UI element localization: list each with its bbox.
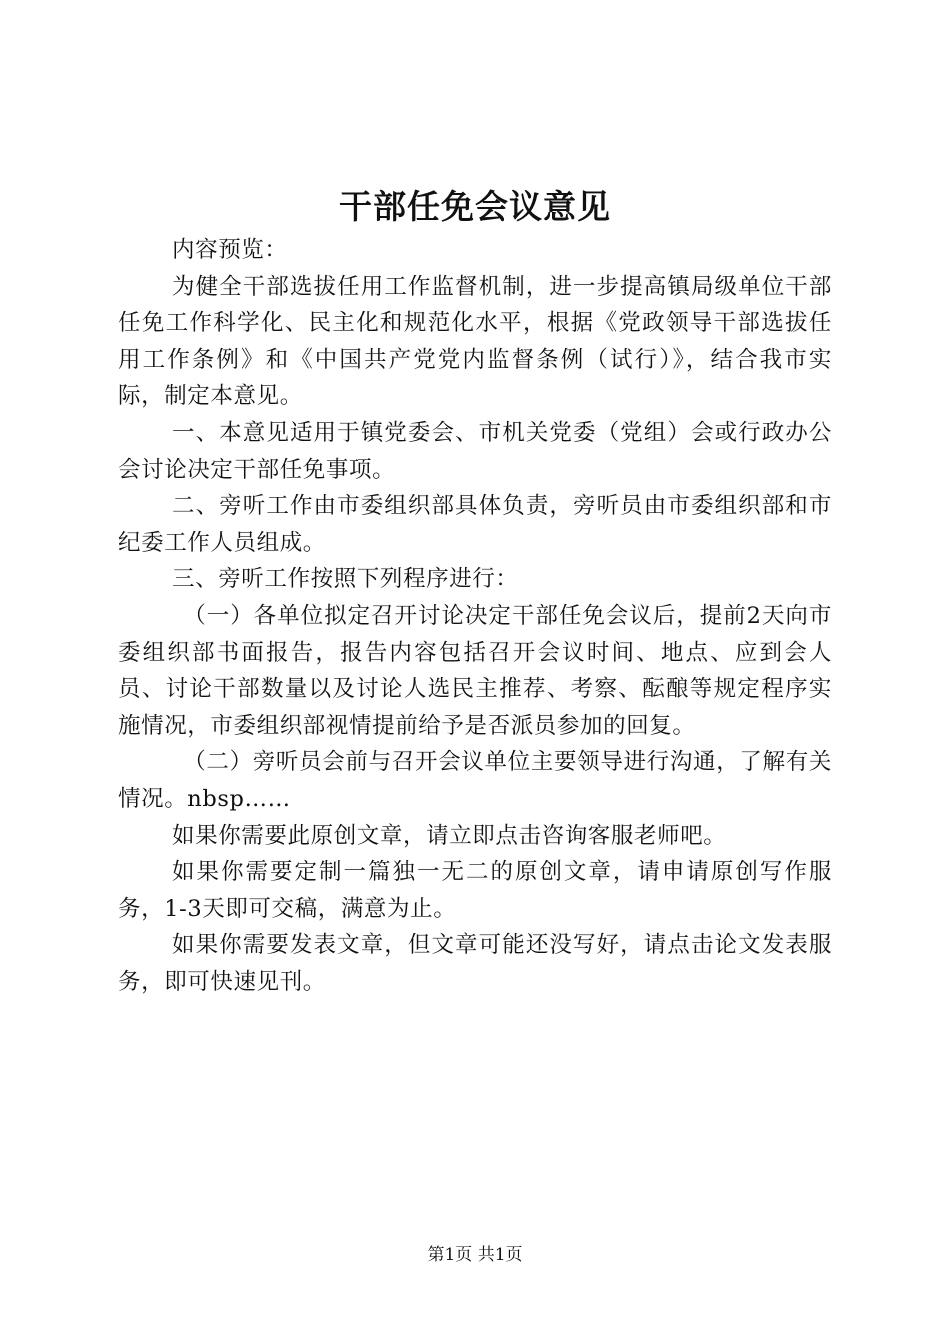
- page-footer: 第1页 共1页: [427, 1245, 523, 1265]
- clause-three-paragraph: 三、旁听工作按照下列程序进行：: [172, 566, 519, 593]
- original-article-note: 如果你需要此原创文章，请立即点击咨询客服老师吧。: [172, 822, 727, 849]
- sub-clause-one-paragraph: （一）各单位拟定召开讨论决定干部任免会议后，提前2天向市委组织部书面报告，报告内容包括召开会议时间、地点、应到会人员、讨论干部数量以及讨论人选民主推荐、考察、酝酿等规定程序实施情况，市委组织部视情提前给予是否派员参加的回复。: [118, 602, 832, 739]
- custom-writing-note: 如果你需要定制一篇独一无二的原创文章，请申请原创写作服务，1-3天即可交稿，满意为止。: [118, 859, 832, 922]
- clause-two-paragraph: 二、旁听工作由市委组织部具体负责，旁听员由市委组织部和市纪委工作人员组成。: [118, 493, 832, 556]
- document-title: 干部任免会议意见: [339, 187, 611, 226]
- intro-paragraph: 为健全干部选拔任用工作监督机制，进一步提高镇局级单位干部任免工作科学化、民主化和规范化水平，根据《党政领导干部选拔任用工作条例》和《中国共产党党内监督条例（试行）》，结合我市实际，制定本意见。: [118, 273, 832, 410]
- clause-one-paragraph: 一、本意见适用于镇党委会、市机关党委（党组）会或行政办公会讨论决定干部任免事项。: [118, 419, 832, 483]
- sub-clause-two-paragraph: （二）旁听员会前与召开会议单位主要领导进行沟通，了解有关情况。nbsp……: [118, 749, 832, 812]
- publication-service-note: 如果你需要发表文章，但文章可能还没写好，请点击论文发表服务，即可快速见刊。: [118, 932, 832, 995]
- preview-label: 内容预览：: [172, 237, 288, 263]
- document-body: [118, 232, 832, 1000]
